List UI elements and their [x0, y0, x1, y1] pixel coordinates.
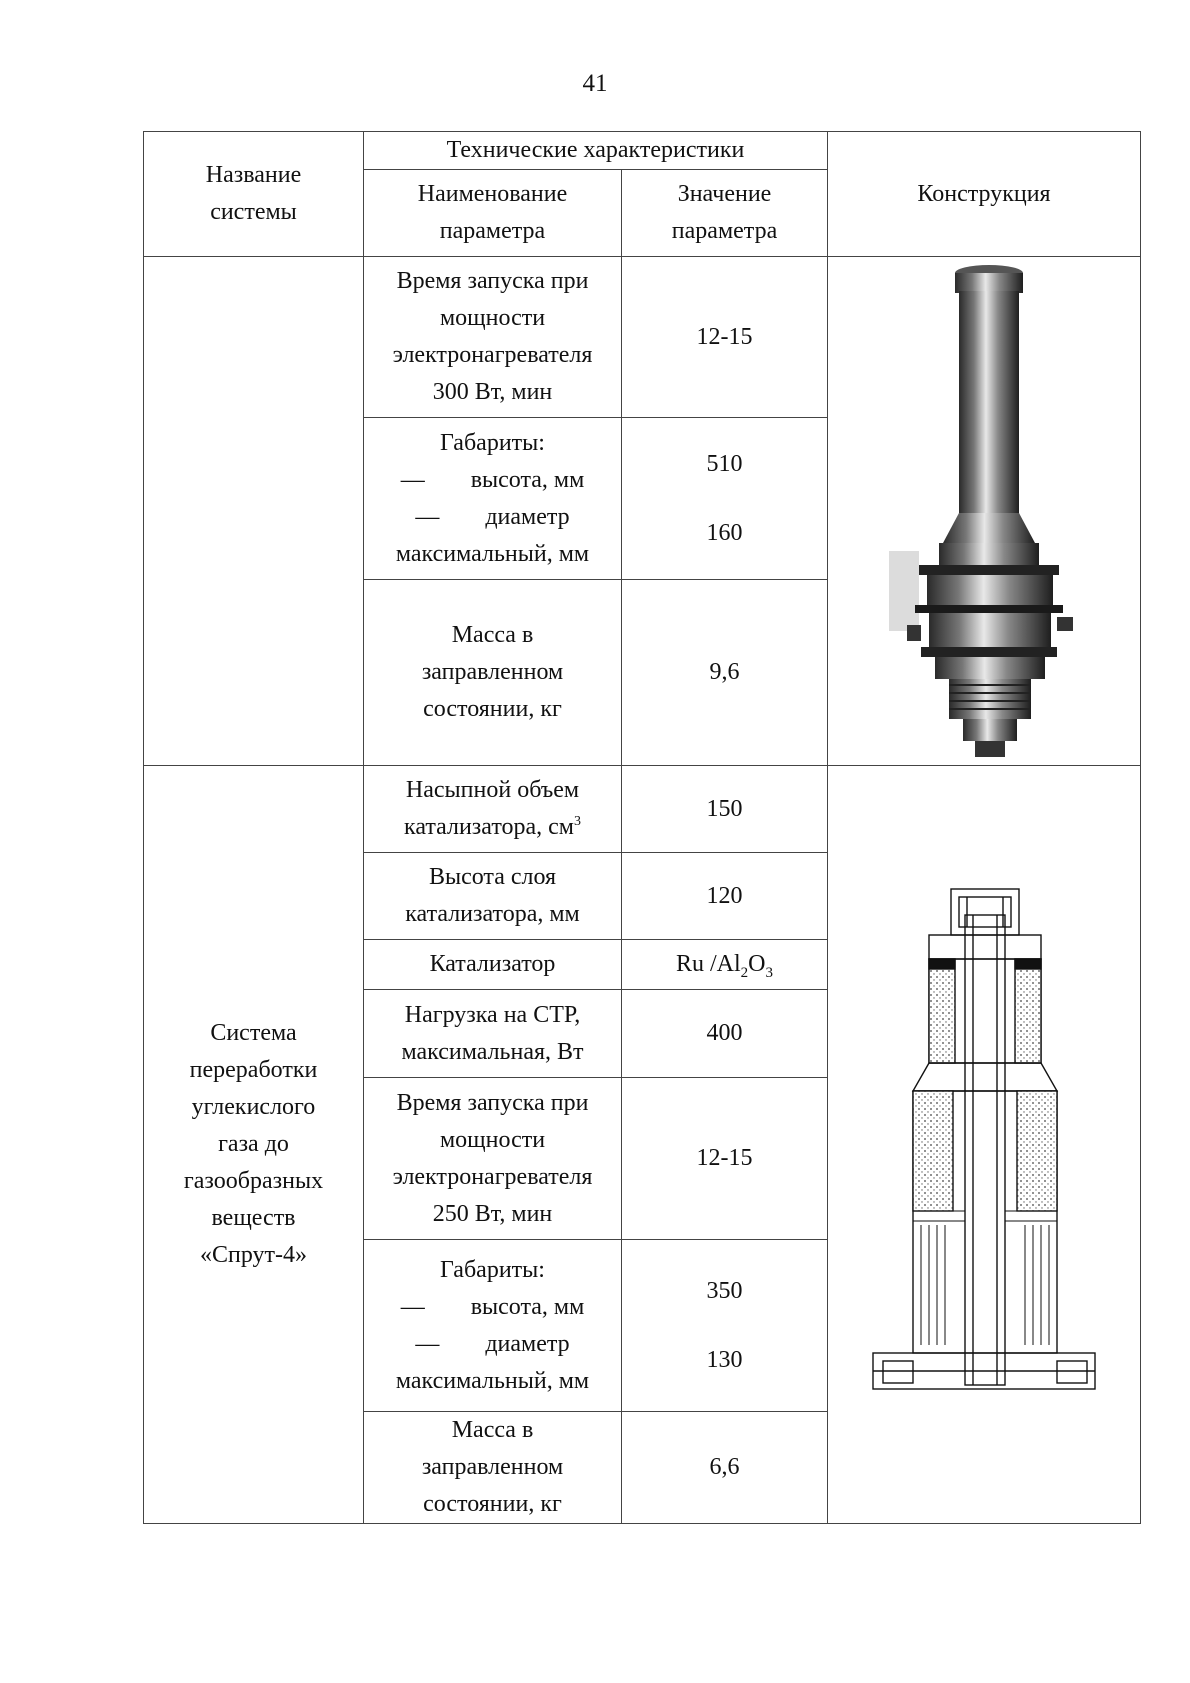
param-name-cell: Нагрузка на СТР, максимальная, Вт	[364, 990, 622, 1078]
param-value-cell: 12-15	[622, 1078, 828, 1240]
header-tech-characteristics: Технические характеристики	[364, 132, 828, 170]
system2-name-cell: Система переработки углекислого газа до газообразных веществ «Спрут-4»	[144, 766, 364, 1524]
param-name-cell: Катализатор	[364, 940, 622, 990]
table-row	[144, 257, 1141, 418]
param-name-cell: Высота слоя катализатора, мм	[364, 853, 622, 940]
param-name-cell: Габариты: — высота, мм — диаметр максимальный, мм	[364, 418, 622, 580]
param-value-cell: 120	[622, 853, 828, 940]
param-value-cell: 350 130	[622, 1240, 828, 1412]
param-value-cell: Ru $/Al_2O_3$	[622, 940, 828, 990]
param-value-cell: 510 160	[622, 418, 828, 580]
param-name-cell: Время запуска при мощности электронагревателя 300 Вт, мин	[364, 257, 622, 418]
system2-construction-cell	[828, 766, 1141, 1524]
header-construction: Конструкция	[828, 132, 1141, 257]
header-system-name: Название системы	[144, 132, 364, 257]
param-name-cell: Масса в заправленном состоянии, кг	[364, 580, 622, 766]
system1-construction-cell	[828, 257, 1141, 766]
reactor-cross-section-drawing-icon	[869, 885, 1099, 1405]
param-value-cell: 12-15	[622, 257, 828, 418]
param-value-cell: 400	[622, 990, 828, 1078]
param-name-cell: Масса в заправленном состоянии, кг	[364, 1412, 622, 1524]
page-number: 41	[582, 70, 608, 97]
param-value-cell: 9,6	[622, 580, 828, 766]
table-row	[144, 766, 1141, 853]
param-name-cell: Габариты: — высота, мм — диаметр максимальный, мм	[364, 1240, 622, 1412]
reactor-photo-icon	[889, 261, 1079, 761]
param-name-cell: Насыпной объем катализатора, $см^3$	[364, 766, 622, 853]
param-value-cell: 150	[622, 766, 828, 853]
header-param-value: Значение параметра	[622, 170, 828, 257]
header-param-name: Наименование параметра	[364, 170, 622, 257]
param-value-cell: 6,6	[622, 1412, 828, 1524]
param-name-cell: Время запуска при мощности электронагревателя 250 Вт, мин	[364, 1078, 622, 1240]
specifications-table	[143, 131, 1141, 1524]
system1-name-cell	[144, 257, 364, 766]
